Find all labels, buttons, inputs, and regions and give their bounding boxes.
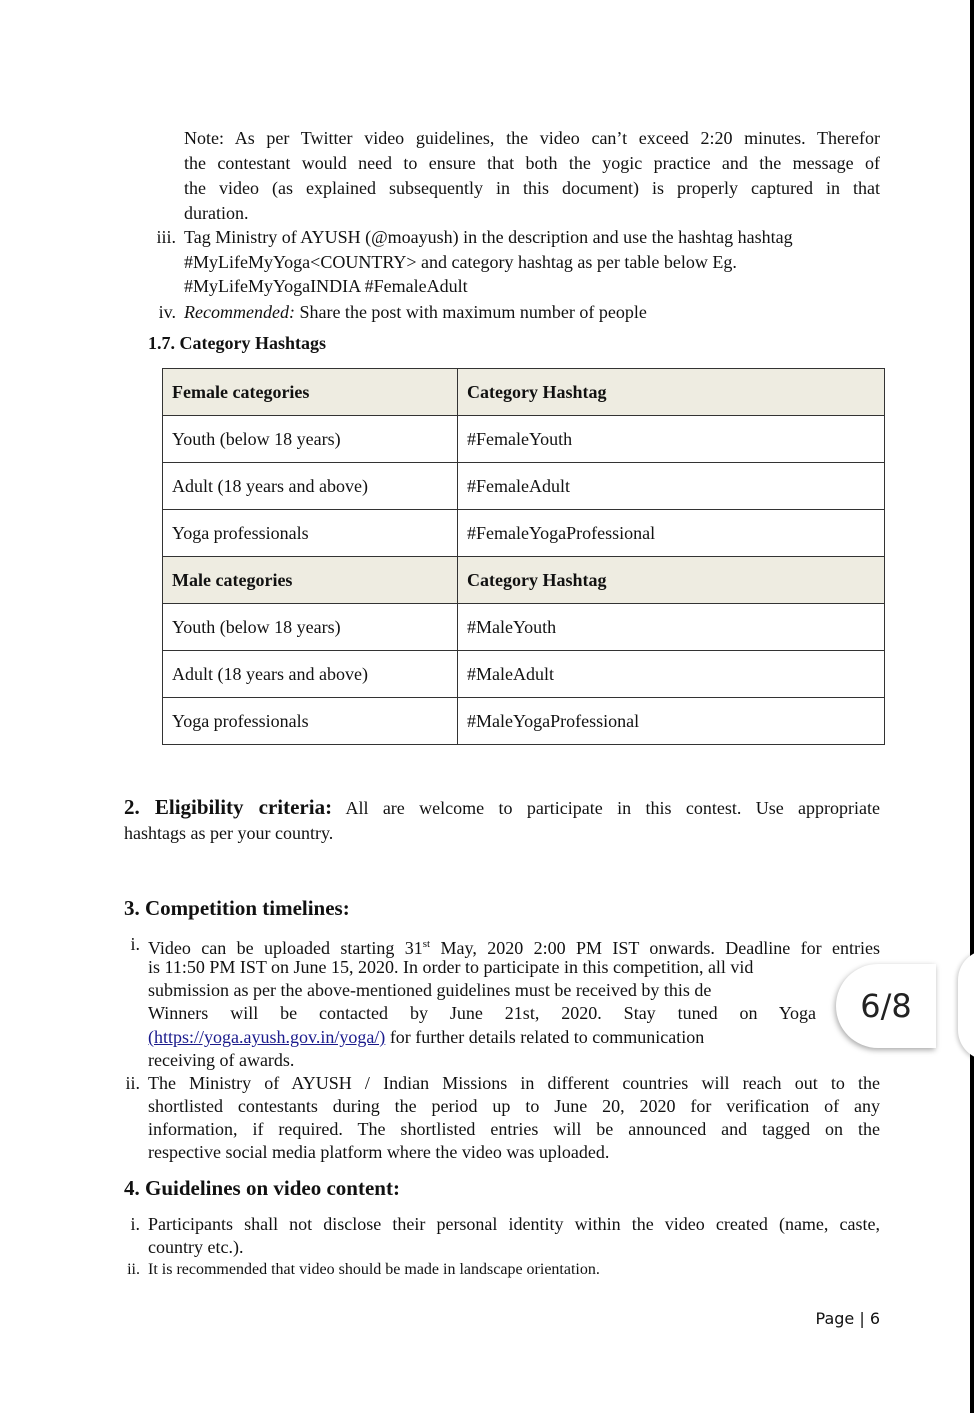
table-header-row xyxy=(163,369,885,416)
table-row xyxy=(163,510,885,557)
page-indicator: 6/8 xyxy=(836,964,936,1048)
hashtag-cell: Category Hashtag xyxy=(458,369,885,416)
category-cell: Adult (18 years and above) xyxy=(163,463,458,510)
list-number: iv. xyxy=(158,302,176,322)
category-cell: Youth (below 18 years) xyxy=(163,604,458,651)
category-cell: Male categories xyxy=(163,557,458,604)
recommended-label: Recommended: xyxy=(184,302,295,322)
hashtag-cell: #FemaleYouth xyxy=(458,416,885,463)
table-row xyxy=(163,698,885,745)
category-cell: Yoga professionals xyxy=(163,698,458,745)
recommended-text: Share the post with maximum number of people xyxy=(294,302,647,322)
category-cell: Female categories xyxy=(163,369,458,416)
category-cell: Adult (18 years and above) xyxy=(163,651,458,698)
timeline-text: Video can be uploaded starting 31 xyxy=(148,938,423,958)
table-row xyxy=(163,416,885,463)
section-heading-3: 3. Competition timelines: xyxy=(124,896,350,920)
hashtag-cell: #MaleAdult xyxy=(458,651,885,698)
section-heading-2: 2. Eligibility criteria: xyxy=(124,795,333,819)
timeline-line: shortlisted contestants during the period up to June 20, 2020 for verification of any xyxy=(148,1096,880,1116)
hashtag-cell: #FemaleYogaProfessional xyxy=(458,510,885,557)
timeline-line: respective social media platform where the video was uploaded. xyxy=(148,1142,610,1162)
step-line xyxy=(184,300,880,325)
timeline-line: information, if required. The shortlisted entries will be announced and tagged on the xyxy=(148,1119,880,1139)
table-header-row xyxy=(163,557,885,604)
timeline-text: May, 2020 2:00 PM IST onwards. Deadline for entries xyxy=(430,938,880,958)
category-cell: Yoga professionals xyxy=(163,510,458,557)
note-line: duration. xyxy=(184,203,249,223)
list-number: ii. xyxy=(125,1073,140,1093)
note-line: the contestant would need to ensure that both the yogic practice and the message of xyxy=(184,153,880,173)
step-line: #MyLifeMyYoga<COUNTRY> and category hashtag as per table below Eg. xyxy=(184,252,737,272)
guideline-line: It is recommended that video should be made in landscape orientation. xyxy=(148,1261,600,1278)
timeline-line: submission as per the above-mentioned guidelines must be received by this de xyxy=(148,980,712,1000)
table-row xyxy=(163,604,885,651)
category-cell: Youth (below 18 years) xyxy=(163,416,458,463)
ordinal-suffix: st xyxy=(422,938,431,950)
step-line: #MyLifeMyYogaINDIA #FemaleAdult xyxy=(184,276,468,296)
guideline-line: Participants shall not disclose their personal identity within the video created (name, caste, xyxy=(148,1214,880,1234)
hashtag-cell: #FemaleAdult xyxy=(458,463,885,510)
list-number: iii. xyxy=(156,227,176,247)
list-number: i. xyxy=(130,1214,140,1234)
timeline-line xyxy=(148,1025,838,1050)
hashtag-cell: #MaleYouth xyxy=(458,604,885,651)
list-number: ii. xyxy=(127,1261,140,1278)
timeline-text: for further details related to communication xyxy=(385,1027,705,1047)
list-number: i. xyxy=(130,934,140,954)
step-line: Tag Ministry of AYUSH (@moayush) in the description and use the hashtag hashtag xyxy=(184,227,793,247)
eligibility-paragraph xyxy=(124,794,880,845)
note-line: the video (as explained subsequently in this document) is properly captured in that xyxy=(184,178,880,198)
timeline-line: Winners will be contacted by June 21st, 2020. Stay tuned on Yoga xyxy=(148,1003,816,1023)
eligibility-text: All are welcome to participate in this contest. Use appropriate xyxy=(332,798,880,818)
note-line: Note: As per Twitter video guidelines, the video can’t exceed 2:20 minutes. Therefor xyxy=(184,128,880,148)
section-heading-1-7: 1.7. Category Hashtags xyxy=(148,333,326,353)
section-heading-4: 4. Guidelines on video content: xyxy=(124,1176,400,1200)
page-footer: Page | 6 xyxy=(815,1309,880,1328)
yoga-portal-link[interactable]: (https://yoga.ayush.gov.in/yoga/) xyxy=(148,1027,386,1047)
scroll-handle[interactable] xyxy=(958,950,974,1060)
eligibility-line: hashtags as per your country. xyxy=(124,822,334,843)
table-row xyxy=(163,651,885,698)
timeline-line: receiving of awards. xyxy=(148,1050,295,1070)
table-row xyxy=(163,463,885,510)
hashtag-cell: Category Hashtag xyxy=(458,557,885,604)
hashtag-cell: #MaleYogaProfessional xyxy=(458,698,885,745)
category-hashtag-table xyxy=(162,368,885,745)
guideline-line: country etc.). xyxy=(148,1237,244,1257)
eligibility-line xyxy=(124,794,880,821)
timeline-line: The Ministry of AYUSH / Indian Missions in different countries will reach out to the xyxy=(148,1073,880,1093)
timeline-line: is 11:50 PM IST on June 15, 2020. In order to participate in this competition, all vid xyxy=(148,957,754,977)
